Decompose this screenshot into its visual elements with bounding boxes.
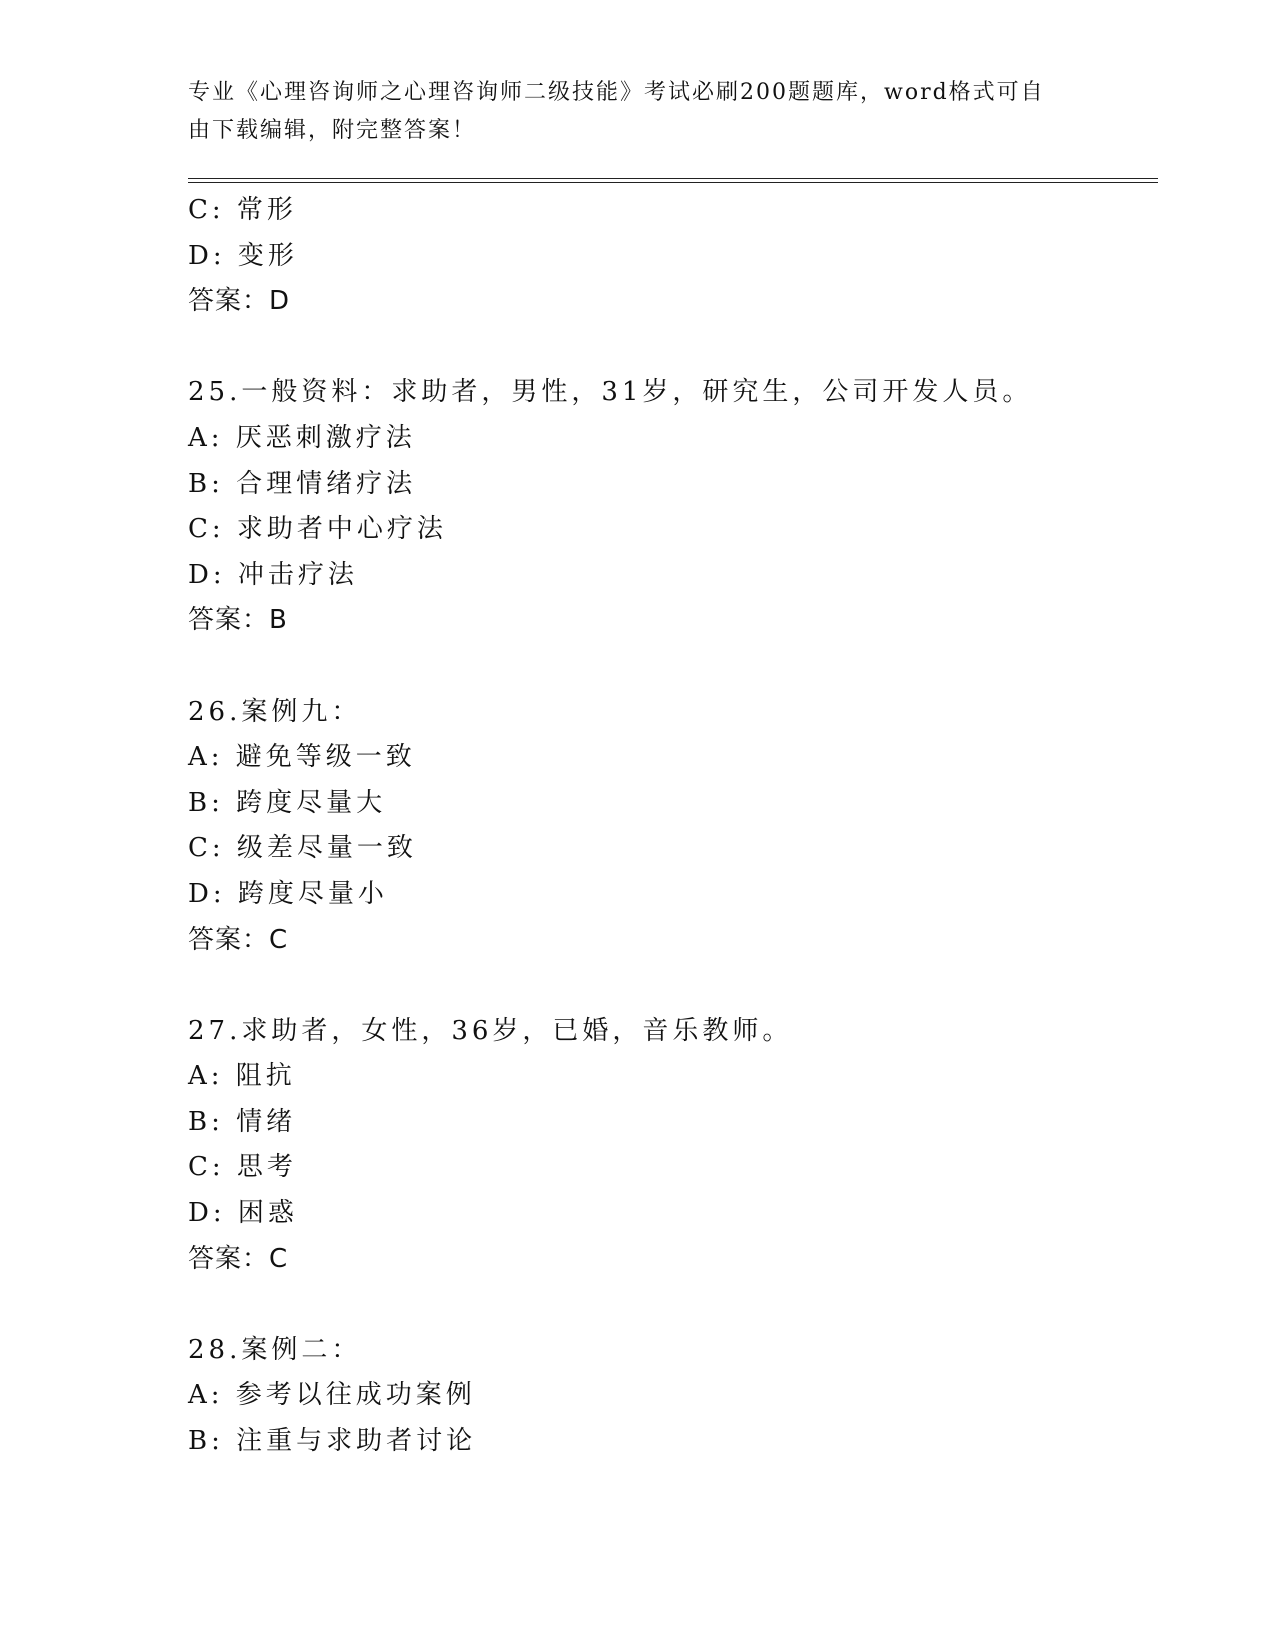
option-b: B: 注重与求助者讨论	[188, 1426, 477, 1457]
question-list	[188, 188, 1158, 1465]
option-d: D: 困惑	[188, 1198, 298, 1229]
option-a: A: 参考以往成功案例	[188, 1380, 476, 1411]
block-spacer	[188, 644, 1158, 690]
option-a: A: 避免等级一致	[188, 742, 416, 773]
option-c: C: 级差尽量一致	[188, 833, 417, 864]
question-block	[188, 370, 1158, 644]
question-block	[188, 1009, 1158, 1283]
option-a: A: 厌恶刺激疗法	[188, 422, 416, 453]
option-c: C: 求助者中心疗法	[188, 514, 447, 545]
option-c: C: 思考	[188, 1152, 297, 1183]
option-d: D: 冲击疗法	[188, 559, 358, 590]
document-header-title: 专业《心理咨询师之心理咨询师二级技能》考试必刷200题题库，word格式可自由下载编辑，附完整答案！	[188, 80, 1045, 143]
option-d: D: 变形	[188, 240, 298, 271]
block-spacer	[188, 963, 1158, 1009]
option-a: A: 阻抗	[188, 1061, 296, 1092]
header-double-rule	[188, 178, 1158, 183]
option-b: B: 合理情绪疗法	[188, 468, 417, 499]
question-stem: 27.求助者，女性，36岁，已婚，音乐教师。	[188, 1015, 793, 1046]
option-b: B: 情绪	[188, 1106, 297, 1137]
question-block	[188, 690, 1158, 964]
option-d: D: 跨度尽量小	[188, 878, 388, 909]
answer-line: 答案：C	[188, 1243, 289, 1274]
option-c: C: 常形	[188, 195, 297, 225]
question-stem: 26.案例九：	[188, 696, 362, 727]
option-b: B: 跨度尽量大	[188, 787, 387, 818]
question-stem: 28.案例二：	[188, 1334, 362, 1365]
answer-line: 答案：B	[188, 605, 288, 636]
answer-line: 答案：D	[188, 286, 291, 317]
block-spacer	[188, 325, 1158, 371]
question-block	[188, 188, 1158, 325]
question-block	[188, 1328, 1158, 1465]
answer-line: 答案：C	[188, 924, 289, 955]
question-stem: 25.一般资料：求助者，男性，31岁，研究生，公司开发人员。	[188, 377, 1033, 408]
block-spacer	[188, 1282, 1158, 1328]
